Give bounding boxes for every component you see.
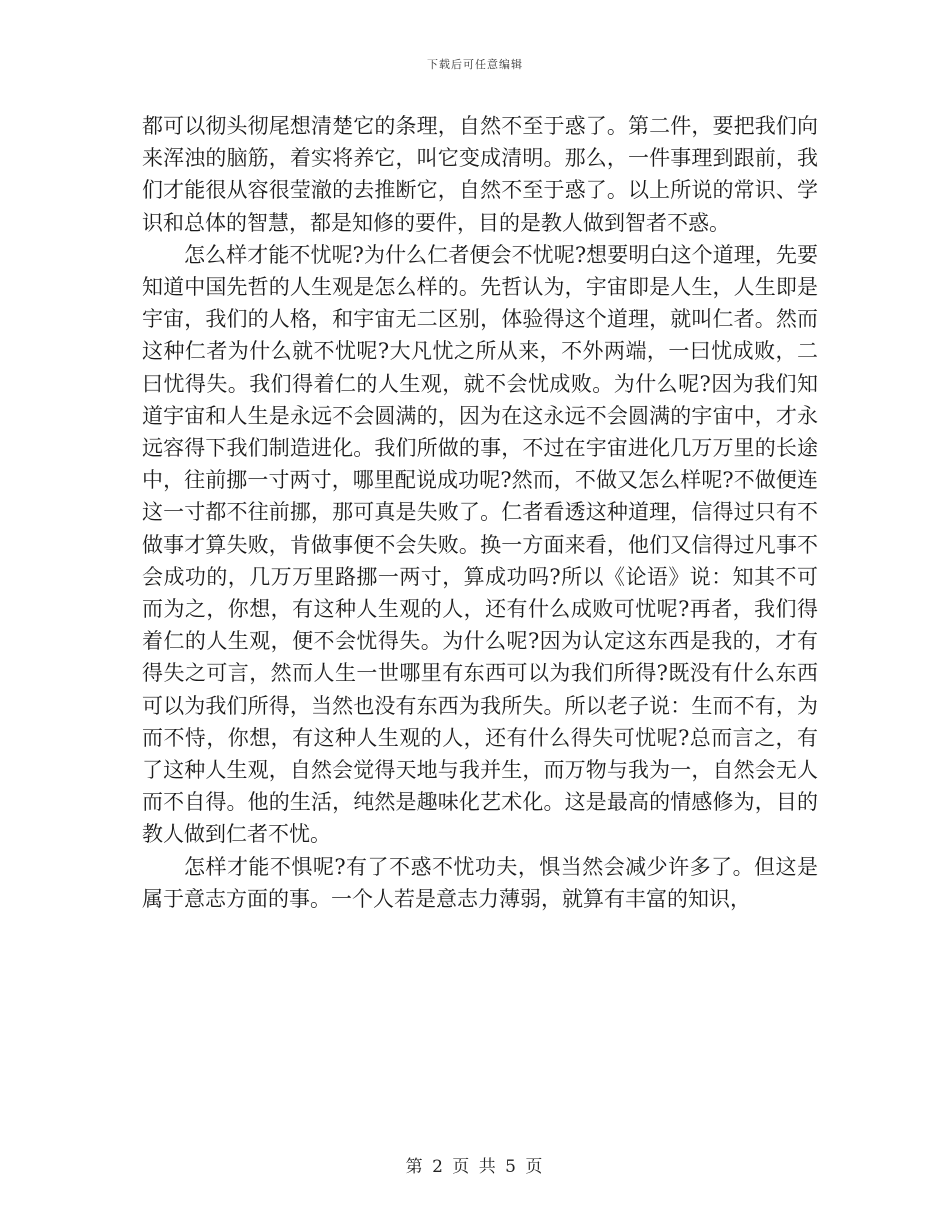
paragraph-continued: 都可以彻头彻尾想清楚它的条理，自然不至于惑了。第二件，要把我们向来浑浊的脑筋，着实将养它，叫它变成清明。那么，一件事理到跟前，我们才能很从容很莹澈的去推断它，自然不至于惑了。以上所说的常识、学识和总体的智慧，都是知修的要件，目的是教人做到智者不惑。 bbox=[142, 114, 818, 235]
paragraph-ren-zhe-bu-you: 怎么样才能不忧呢?为什么仁者便会不忧呢?想要明白这个道理，先要知道中国先哲的人生观是怎么样的。先哲认为，宇宙即是人生，人生即是宇宙，我们的人格，和宇宙无二区别，体验得这个道理，就叫仁者。然而这种仁者为什么就不忧呢?大凡忧之所从来，不外两端，一曰忧成败，二曰忧得失。我们得着仁的人生观，就不会忧成败。为什么呢?因为我们知道宇宙和人生是永远不会圆满的，因为在这永远不会圆满的宇宙中，才永远容得下我们制造进化。我们所做的事，不过在宇宙进化几万万里的长途中，往前挪一寸两寸，哪里配说成功呢?然而，不做又怎么样呢?不做便连这一寸都不往前挪，那可真是失败了。仁者看透这种道理，信得过只有不做事才算失败，肯做事便不会失败。换一方面来看，他们又信得过凡事不会成功的，几万万里路挪一两寸，算成功吗?所以《论语》说：知其不可而为之，你想，有这种人生观的人，还有什么成败可忧呢?再者，我们得着仁的人生观，便不会忧得失。为什么呢?因为认定这东西是我的，才有得失之可言，然而人生一世哪里有东西可以为我们所得?既没有什么东西可以为我们所得，当然也没有东西为我所失。所以老子说：生而不有，为而不恃，你想，有这种人生观的人，还有什么得失可忧呢?总而言之，有了这种人生观，自然会觉得天地与我并生，而万物与我为一，自然会无人而不自得。他的生活，纯然是趣味化艺术化。这是最高的情感修为，目的教人做到仁者不忧。 bbox=[142, 242, 818, 847]
page-header: 下载后可任意编辑 bbox=[427, 58, 523, 71]
page-number-footer: 第 2 页 共 5 页 bbox=[405, 1157, 545, 1177]
document-body bbox=[142, 110, 818, 915]
paragraph-yong-zhe-bu-ju: 怎样才能不惧呢?有了不惑不忧功夫，惧当然会减少许多了。但这是属于意志方面的事。一个人若是意志力薄弱，就算有丰富的知识， bbox=[142, 854, 818, 911]
